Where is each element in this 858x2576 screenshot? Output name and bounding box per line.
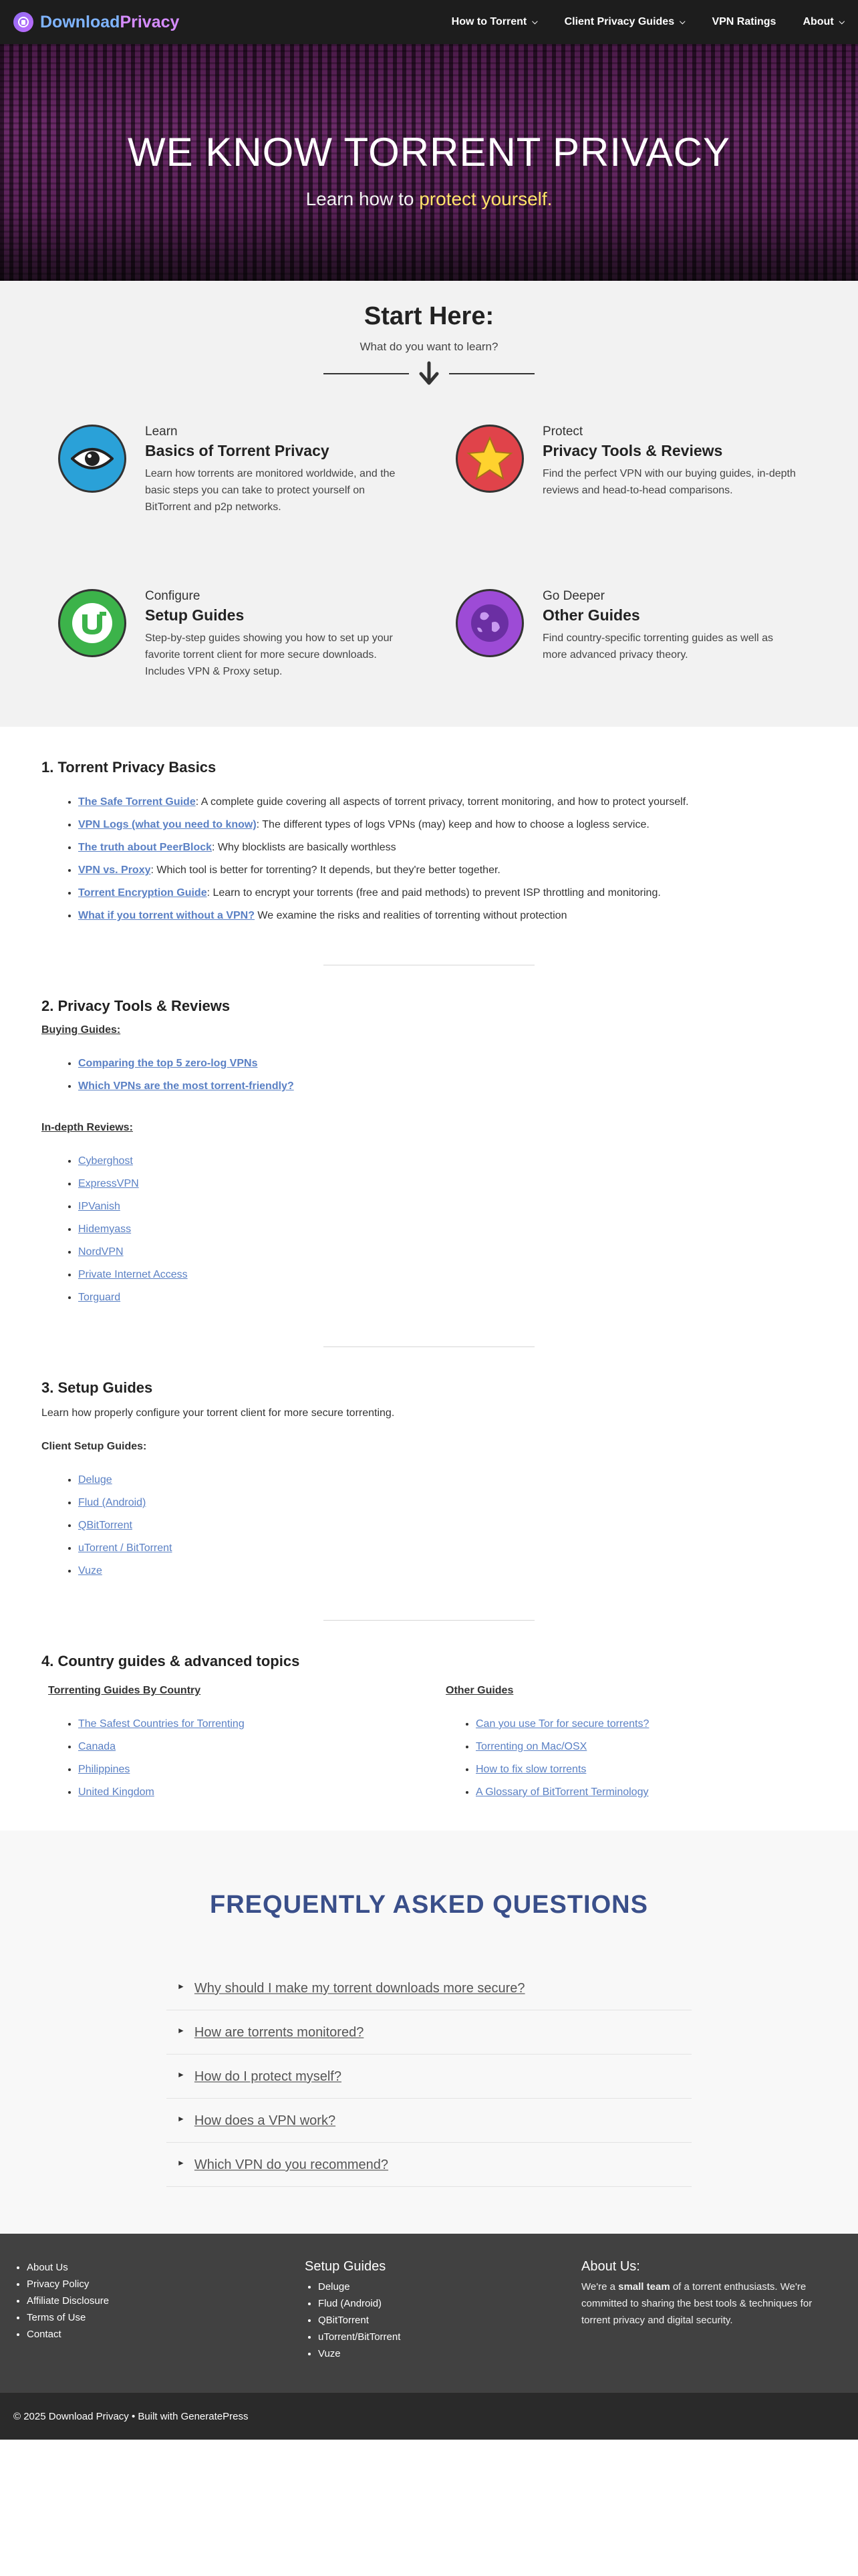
faq-list (166, 1966, 692, 2187)
section-title-tools: 2. Privacy Tools & Reviews (41, 998, 231, 1014)
footer-link-terms[interactable]: • Terms of Use (27, 2309, 305, 2326)
buying-guides-label: Buying Guides: (41, 1024, 121, 1036)
card-privacy-tools[interactable]: Protect Privacy Tools & Reviews Find the perfect VPN with our buying guides, in-depth reviews and head-to-head comparisons. (456, 425, 800, 515)
footer-about-text: We're a small team of a torrent enthusiasts. We're committed to sharing the best tools & techniques for torrent privacy and digital security. (581, 2281, 813, 2326)
footer-setup-link[interactable]: • Flud (Android) (318, 2295, 581, 2312)
other-guides-column (446, 1685, 817, 1804)
country-columns (41, 1685, 817, 1804)
list-item (78, 1781, 419, 1804)
footer-setup-guides (305, 2259, 581, 2366)
setup-intro: Learn how properly configure your torrent client for more secure torrenting. (41, 1407, 395, 1419)
copyright-bar: © 2025 Download Privacy • Built with GeneratePress (0, 2393, 858, 2440)
list-item: • VPN vs. Proxy: Which tool is better for torrenting? It depends, but they're better together. (78, 859, 817, 882)
footer-link-affiliate[interactable]: • Affiliate Disclosure (27, 2293, 305, 2309)
nav-how-to-torrent[interactable]: How to Torrent ⌵ (451, 16, 538, 27)
site-logo[interactable] (13, 12, 179, 32)
main-nav (452, 16, 845, 28)
list-item (78, 1537, 817, 1560)
list-item (78, 1758, 419, 1781)
list-item: • The Safe Torrent Guide: A complete guide covering all aspects of torrent privacy, torrent monitoring, and how to protect yourself. (78, 791, 817, 814)
list-item (78, 1075, 817, 1098)
nav-client-privacy-guides[interactable]: Client Privacy Guides ⌵ (564, 16, 686, 27)
hero-subtitle: Learn how to protect yourself. (305, 188, 553, 209)
main-content (41, 727, 817, 1831)
footer-links (13, 2259, 305, 2366)
link-setup-qbittorrent[interactable]: QBitTorrent (78, 1520, 132, 1531)
link-setup-vuze[interactable]: Vuze (78, 1565, 102, 1576)
reviews-label: In-depth Reviews: (41, 1122, 133, 1133)
link-setup-deluge[interactable]: Deluge (78, 1474, 112, 1486)
list-item (78, 1286, 817, 1309)
hero-title: WE KNOW TORRENT PRIVACY (128, 129, 730, 174)
reviews-list (41, 1150, 817, 1309)
utorrent-icon (58, 589, 126, 657)
list-item: • What if you torrent without a VPN? We examine the risks and realities of torrenting without protection (78, 905, 817, 927)
section-title-basics: 1. Torrent Privacy Basics (41, 759, 217, 776)
faq-item[interactable]: ► How do I protect myself? (166, 2055, 692, 2099)
link-review-hidemyass[interactable]: Hidemyass (78, 1223, 132, 1235)
footer-link-privacy[interactable]: • Privacy Policy (27, 2276, 305, 2293)
start-title: Start Here: (364, 302, 494, 330)
chevron-down-icon: ⌵ (839, 17, 845, 26)
link-peerblock[interactable]: The truth about PeerBlock (78, 842, 212, 853)
caret-right-icon: ► (177, 2113, 185, 2123)
nav-about[interactable]: About ⌵ (803, 16, 845, 27)
footer-about-title: About Us: (581, 2259, 640, 2274)
faq-item[interactable]: ► How are torrents monitored? (166, 2010, 692, 2055)
countries-list (48, 1713, 419, 1804)
link-review-pia[interactable]: Private Internet Access (78, 1269, 188, 1280)
link-review-expressvpn[interactable]: ExpressVPN (78, 1178, 139, 1189)
link-tor-torrents[interactable]: Can you use Tor for secure torrents? (476, 1718, 650, 1730)
footer-setup-link[interactable]: • uTorrent/BitTorrent (318, 2329, 581, 2345)
link-torrenting-mac[interactable]: Torrenting on Mac/OSX (476, 1741, 587, 1752)
link-review-torguard[interactable]: Torguard (78, 1292, 121, 1303)
nav-vpn-ratings[interactable]: VPN Ratings (712, 16, 776, 27)
caret-right-icon: ► (177, 2069, 185, 2079)
list-item (78, 1173, 817, 1195)
list-item (78, 1713, 419, 1736)
site-footer (0, 2234, 858, 2393)
link-top-5-vpns[interactable]: Comparing the top 5 zero-log VPNs (78, 1058, 258, 1069)
list-item (78, 1492, 817, 1514)
link-review-cyberghost[interactable]: Cyberghost (78, 1155, 133, 1167)
countries-column (48, 1685, 419, 1804)
logo-text: DownloadPrivacy (40, 12, 180, 31)
link-vpn-vs-proxy[interactable]: VPN vs. Proxy (78, 864, 151, 876)
link-torrent-friendly-vpns[interactable]: Which VPNs are the most torrent-friendly? (78, 1080, 294, 1092)
footer-about (581, 2259, 845, 2366)
footer-link-contact[interactable]: • Contact (27, 2326, 305, 2343)
caret-right-icon: ► (177, 2025, 185, 2035)
link-setup-utorrent[interactable]: uTorrent / BitTorrent (78, 1542, 172, 1554)
link-country-canada[interactable]: Canada (78, 1741, 116, 1752)
link-setup-flud[interactable]: Flud (Android) (78, 1497, 146, 1508)
faq-item[interactable]: ► How does a VPN work? (166, 2099, 692, 2143)
basics-list (41, 791, 817, 927)
list-item: • VPN Logs (what you need to know): The different types of logs VPNs (may) keep and how to choose a logless service. (78, 814, 817, 836)
list-item (476, 1713, 817, 1736)
faq-item[interactable]: ► Why should I make my torrent downloads more secure? (166, 1966, 692, 2010)
link-safest-countries[interactable]: The Safest Countries for Torrenting (78, 1718, 245, 1730)
list-item (78, 1469, 817, 1492)
footer-setup-title: Setup Guides (305, 2259, 386, 2274)
list-item (476, 1736, 817, 1758)
other-guides-label: Other Guides (446, 1685, 514, 1696)
faq-item[interactable]: ► Which VPN do you recommend? (166, 2143, 692, 2187)
footer-setup-link[interactable]: • QBitTorrent (318, 2312, 581, 2329)
arrow-down-icon (416, 360, 442, 387)
hero-banner (0, 44, 858, 281)
start-here-section (0, 281, 858, 727)
chevron-down-icon: ⌵ (532, 17, 538, 26)
link-review-nordvpn[interactable]: NordVPN (78, 1246, 124, 1258)
card-other-guides[interactable]: Go Deeper Other Guides Find country-specific torrenting guides as well as more advanced privacy theory. (456, 589, 800, 680)
card-setup-guides[interactable]: Configure Setup Guides Step-by-step guides showing you how to set up your favorite torrent client for more secure downloads. Includes VPN & Proxy setup. (58, 589, 402, 680)
section-divider (323, 1620, 535, 1621)
client-setup-label: Client Setup Guides: (41, 1441, 147, 1452)
other-guides-list (446, 1713, 817, 1804)
eye-icon (58, 425, 126, 493)
link-review-ipvanish[interactable]: IPVanish (78, 1201, 120, 1212)
section-title-country: 4. Country guides & advanced topics (41, 1653, 300, 1669)
list-item (78, 1560, 817, 1583)
site-header (0, 0, 858, 44)
logo-icon (13, 12, 33, 32)
list-item (476, 1781, 817, 1804)
footer-link-about[interactable]: • About Us (27, 2259, 305, 2276)
star-icon (456, 425, 524, 493)
link-vpn-logs[interactable]: VPN Logs (what you need to know) (78, 819, 257, 830)
countries-label: Torrenting Guides By Country (48, 1685, 201, 1696)
faq-section (0, 1831, 858, 2234)
section-divider (323, 1346, 535, 1347)
list-item (78, 1241, 817, 1264)
buying-guides-list (41, 1052, 817, 1098)
card-basics[interactable]: Learn Basics of Torrent Privacy Learn how torrents are monitored worldwide, and the basic steps you can take to protect yourself on BitTorrent and p2p networks. (58, 425, 402, 515)
chevron-down-icon: ⌵ (680, 17, 686, 26)
section-title-setup: 3. Setup Guides (41, 1379, 153, 1396)
caret-right-icon: ► (177, 2157, 185, 2168)
list-item (78, 1264, 817, 1286)
list-item (476, 1758, 817, 1781)
footer-setup-link[interactable]: • Deluge (318, 2278, 581, 2295)
link-slow-torrents[interactable]: How to fix slow torrents (476, 1764, 587, 1775)
link-torrent-encryption[interactable]: Torrent Encryption Guide (78, 887, 207, 899)
list-item (78, 1218, 817, 1241)
arrow-divider (0, 360, 858, 387)
link-glossary[interactable]: A Glossary of BitTorrent Terminology (476, 1786, 649, 1798)
list-item: • Torrent Encryption Guide: Learn to encrypt your torrents (free and paid methods) to prevent ISP throttling and monitoring. (78, 882, 817, 905)
faq-title: FREQUENTLY ASKED QUESTIONS (210, 1891, 648, 1919)
link-country-uk[interactable]: United Kingdom (78, 1786, 154, 1798)
list-item (78, 1195, 817, 1218)
link-without-vpn[interactable]: What if you torrent without a VPN? (78, 910, 255, 921)
start-subtitle: What do you want to learn? (360, 340, 498, 353)
list-item (78, 1514, 817, 1537)
list-item (78, 1052, 817, 1075)
list-item: • The truth about PeerBlock: Why blocklists are basically worthless (78, 836, 817, 859)
list-item (78, 1736, 419, 1758)
link-country-philippines[interactable]: Philippines (78, 1764, 130, 1775)
footer-setup-link[interactable]: • Vuze (318, 2345, 581, 2362)
link-safe-torrent-guide[interactable]: The Safe Torrent Guide (78, 796, 196, 808)
list-item (78, 1150, 817, 1173)
globe-icon (456, 589, 524, 657)
client-setup-list (41, 1469, 817, 1583)
caret-right-icon: ► (177, 1981, 185, 1991)
